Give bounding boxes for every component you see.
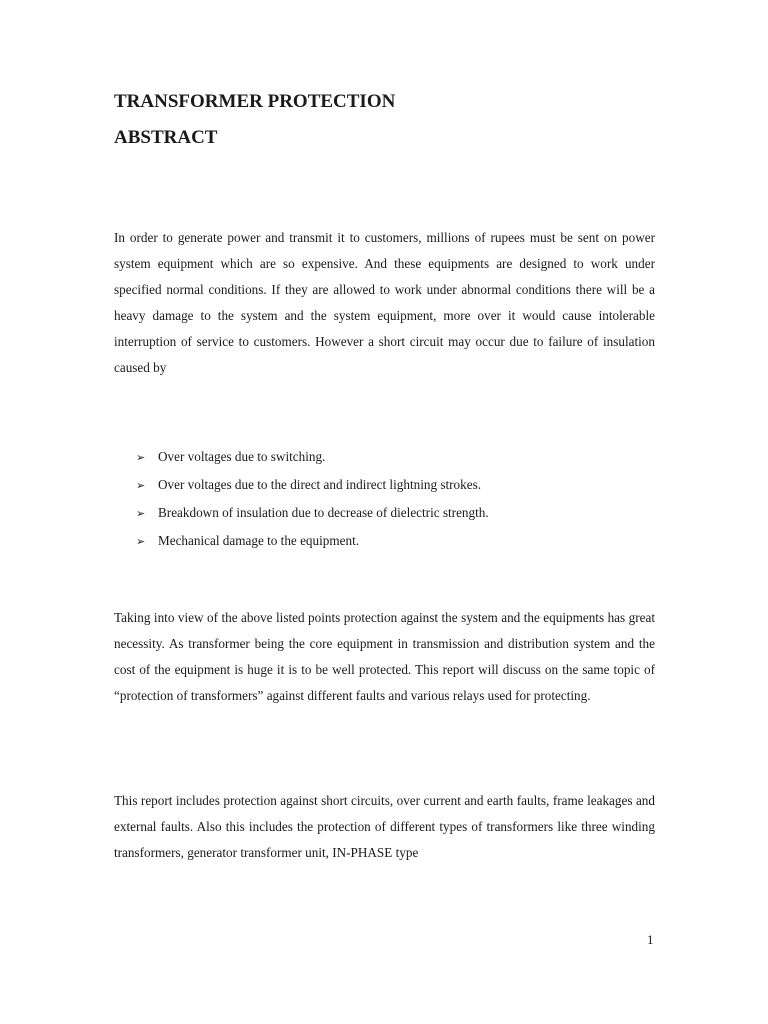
- list-item-text: Breakdown of insulation due to decrease of dielectric strength.: [158, 505, 489, 520]
- body-paragraph-scope: This report includes protection against short circuits, over current and earth faults, frame leakages and external faults. Also this includes the protection of different types of transformers like three winding transformers, generator transformer unit, IN-PHASE type: [114, 793, 655, 860]
- list-item: [114, 443, 489, 471]
- arrow-bullet-icon: ➢: [136, 508, 146, 520]
- bullet-list: [114, 443, 489, 555]
- page-number: 1: [647, 932, 654, 947]
- arrow-bullet-icon: ➢: [136, 480, 146, 492]
- list-item: [114, 471, 489, 499]
- arrow-bullet-icon: ➢: [136, 452, 146, 464]
- intro-paragraph: In order to generate power and transmit it to customers, millions of rupees must be sent on power system equipment which are so expensive. And these equipments are designed to work under specified normal conditions. If they are allowed to work under abnormal conditions there will be a heavy damage to the system and the system equipment, more over it would cause intolerable interruption of service to customers. However a short circuit may occur due to failure of insulation caused by: [114, 230, 655, 375]
- list-item-text: Over voltages due to the direct and indirect lightning strokes.: [158, 477, 482, 492]
- list-item: [114, 527, 489, 555]
- list-item-text: Mechanical damage to the equipment.: [158, 533, 360, 548]
- list-item-text: Over voltages due to switching.: [158, 449, 326, 464]
- arrow-bullet-icon: ➢: [136, 536, 146, 548]
- section-heading-abstract: ABSTRACT: [114, 127, 218, 148]
- body-paragraph-necessity: Taking into view of the above listed points protection against the system and the equipments has great necessity. As transformer being the core equipment in transmission and distribution system and the cost of the equipment is huge it is to be well protected. This report will discuss on the same topic of “protection of transformers” against different faults and various relays used for protecting.: [114, 610, 655, 703]
- list-item: [114, 499, 489, 527]
- document-title: TRANSFORMER PROTECTION: [114, 91, 396, 112]
